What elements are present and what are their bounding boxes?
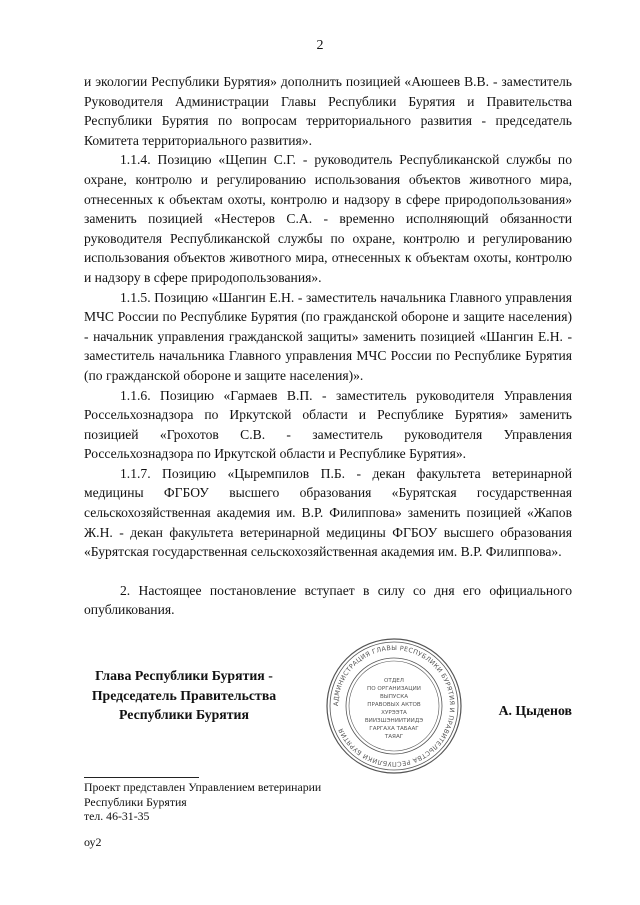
clause-1-1-6: 1.1.6. Позицию «Гармаев В.П. - заместитель руководителя Управления Россельхознадзора по Иркутской области и Республике Бурятия» заменить позицией «Грохотов С.В. - заместитель руководителя Управления Россельхознадзора по Иркутской области и Республике Бурятия». xyxy=(84,387,572,462)
seal-center-line: ПРАВОВЫХ АКТОВ xyxy=(367,702,421,708)
signatory-title xyxy=(84,666,284,725)
footnote-line: тел. 46-31-35 xyxy=(84,809,150,823)
seal-ring-text: АДМИНИСТРАЦИЯ ГЛАВЫ РЕСПУБЛИКИ БУРЯТИЯ И ПРАВИТЕЛЬСТВА РЕСПУБЛИКИ БУРЯТИЯ xyxy=(331,643,457,769)
clause-1-1-7: 1.1.7. Позицию «Цыремпилов П.Б. - декан факультета ветеринарной медицины ФГБОУ высшего образования «Бурятская государственная сельскохозяйственная академия им. В.Р. Филиппова» заменить позицией «Жапов Ж.Н. - декан факультета ветеринарной медицины ФГБОУ высшего образования «Бурятская государственная сельскохозяйственная академия им. В.Р. Филиппова». xyxy=(84,465,572,560)
footnote-line: Проект представлен Управлением ветеринарии xyxy=(84,780,322,794)
clause-2-effective-date: 2. Настоящее постановление вступает в силу со дня его официального опубликования. xyxy=(84,582,572,618)
footnote-line: Республики Бурятия xyxy=(84,794,187,809)
document-body xyxy=(84,72,572,620)
seal-center-line: ВИИЗШЭНИИТИИДЭ xyxy=(364,718,424,724)
seal-center-line: ОТДЕЛ xyxy=(384,678,404,684)
seal-center-line: ХУРЭЭТА xyxy=(381,710,407,716)
clause-1-1-4: 1.1.4. Позицию «Щепин С.Г. - руководитель Республиканской службы по охране, контролю и регулированию использования объектов животного мира, отнесенных к объектам охоты, контролю и надзору в сфере природопользования» заменить позицией «Нестеров С.А. - временно исполняющий обязанности руководителя Республиканской службы по охране, контролю и регулированию использования объектов животного мира, отнесенных к объектам охоты, контролю и надзору в сфере природопользования». xyxy=(84,152,572,285)
page-number: 2 xyxy=(316,38,324,53)
signatory-title-line: Республики Бурятия xyxy=(119,707,249,722)
seal-center-line: ПО ОРГАНИЗАЦИИ xyxy=(367,686,421,692)
seal-center-line: ВЫПУСКА xyxy=(379,694,409,700)
signature-block xyxy=(84,643,572,769)
document-code: оу2 xyxy=(84,835,102,849)
official-seal xyxy=(324,636,464,776)
signatory-name: А. Цыденов xyxy=(498,703,572,718)
paragraph-continuation: и экологии Республики Бурятия» дополнить позицией «Аюшеев В.В. - заместитель Руководителя Администрации Главы Республики Бурятия и Правительства Республики Бурятия по вопросам территориального развития - председатель Комитета территориального развития». xyxy=(84,74,572,148)
signatory-title-line: Глава Республики Бурятия - xyxy=(95,668,273,683)
clause-1-1-5: 1.1.5. Позицию «Шангин Е.Н. - заместитель начальника Главного управления МЧС России по Республике Бурятия (по гражданской обороне и защите населения) - начальник управления гражданской защиты» заменить позицией «Шангин Е.Н. - заместитель начальника Главного управления МЧС России по Республике Бурятия (по гражданской обороне и защите населения)». xyxy=(84,289,572,383)
footnote xyxy=(84,780,321,824)
signatory-title-line: Председатель Правительства xyxy=(91,687,277,703)
seal-center-line: ТАЯАГ xyxy=(384,734,404,740)
footnote-divider xyxy=(84,777,199,778)
seal-center-line: ГАРГАХА ТАБААГ xyxy=(369,726,419,732)
